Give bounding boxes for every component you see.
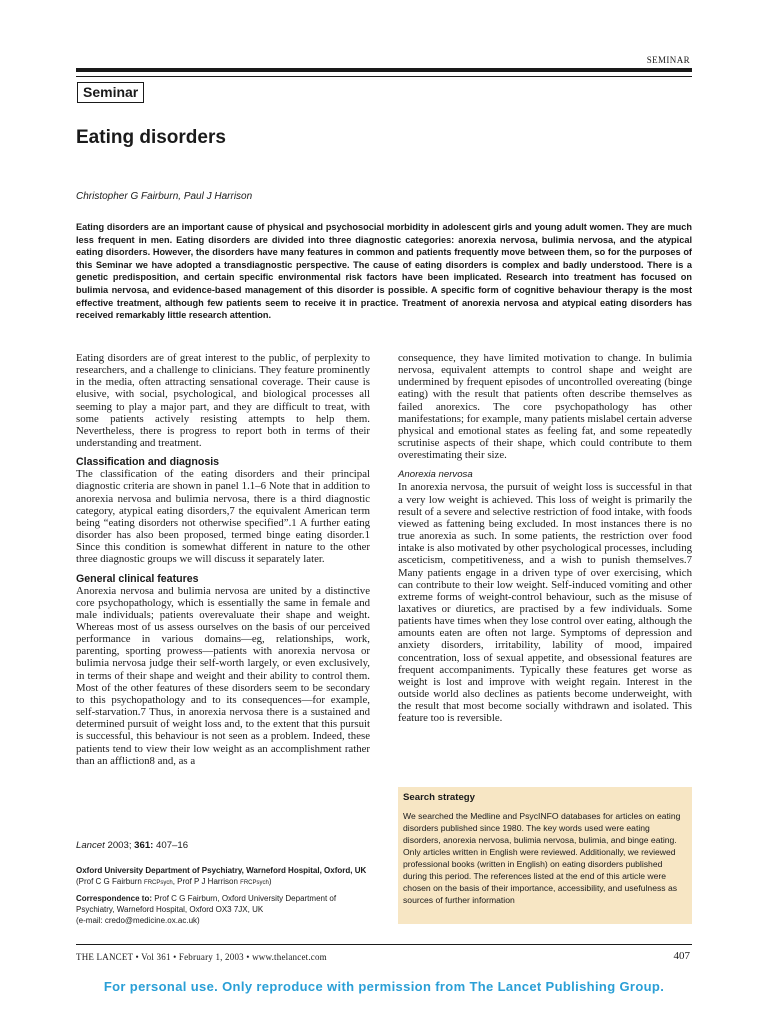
article-abstract: Eating disorders are an important cause of physical and psychosocial morbidity in adolescent girls and young adult women. They are much less frequent in men. Eating disorders are divided into three diagnostic categories: anorexia nervosa, bulimia nervosa, and the atypical eating disorders. However, the disorders have many features in common and patients frequently move between them, so for the purposes of this Seminar we have adopted a transdiagnostic perspective. The cause of eating disorders is complex and badly understood. There is a genetic predisposition, and certain specific environmental risk factors have been implicated. Research into treatment has focused on bulimia nervosa, and evidence-based management of this disorder is possible. A specific form of cognitive behaviour therapy is the most effective treatment, although few patients seem to receive it in practice. Treatment of anorexia nervosa and atypical eating disorders has received remarkably little research attention.: [76, 222, 692, 321]
citation-volume: 361:: [134, 840, 154, 851]
correspondence-label: Correspondence to:: [76, 894, 153, 903]
citation-pages: 407–16: [156, 840, 189, 851]
affiliation-authors-prefix: (Prof C G Fairburn: [76, 877, 142, 886]
citation-year: 2003;: [107, 840, 132, 851]
page-number: 407: [673, 950, 690, 962]
section-label: Seminar: [77, 82, 144, 103]
affiliation-line: [76, 865, 370, 889]
search-strategy-box: [398, 787, 692, 924]
header-thick-rule: [76, 68, 692, 72]
correspondence-line: [76, 893, 370, 915]
author1-degree: FRCPsych: [144, 880, 173, 886]
correspondence-text: Prof C G Fairburn, Oxford University Department of Psychiatry, Warneford Hospital, Oxford OX3 7JX, UK: [76, 894, 337, 914]
article-authors: Christopher G Fairburn, Paul J Harrison: [76, 191, 253, 202]
heading-anorexia-nervosa: Anorexia nervosa: [398, 469, 473, 481]
affiliation-block: [76, 865, 370, 926]
intro-paragraph: Eating disorders are of great interest to the public, of perplexity to researchers, and a challenge to clinicians. They feature prominently in the media, often attracting sensational coverage. Their cause is elusive, with social, psychological, and biological processes all seeming to play a major part, and they are difficult to treat, with some patients actively resisting attempts to help them. Nevertheless, there is progress to report both in terms of their understanding and treatment.: [76, 352, 370, 450]
anorexia-paragraph: In anorexia nervosa, the pursuit of weight loss is successful in that a very low weight is achieved. This loss of weight is primarily the result of a severe and selective restriction of food intake, with foods viewed as fattening being excluded. In most instances there is no true anorexia as such. In some patients, the restriction over food intake is also motivated by other psychological processes, including asceticism, competitiveness, and a wish to punish themselves.7 Many patients engage in a driven type of over exercising, which can contribute to their low weight. Self-induced vomiting and other extreme forms of weight-control behaviour, such as the misuse of laxatives or diuretics, are practised by a few individuals. Some patients have times when they lose control over eating, although the amounts eaten are often not large. Symptoms of depression and anxiety disorders, irritability, lability of mood, impaired concentration, loss of sexual appetite, and obsessional features are frequent accompaniments. Typically these features get worse as weight is lost and improve with weight regain. Interest in the outside world also declines as patients become underweight, with the result that most become socially withdrawn and isolated. This feature too is reversible.: [398, 481, 692, 725]
footer-journal-line: THE LANCET • Vol 361 • February 1, 2003 • www.thelancet.com: [76, 952, 327, 962]
search-strategy-text: We searched the Medline and PsycINFO databases for articles on eating disorders published since 1980. The key words used were eating disorders, anorexia nervosa, bulimia nervosa, bulimia, and binge eating. Only articles written in English were reviewed. Additionally, we reviewed professional books (written in English) on eating disorders published during this period. The references listed at the end of this article were chosen on the basis of their importance, accessibility, and usefulness as sources of further information: [403, 811, 681, 905]
affiliation-authors-middle: , Prof P J Harrison: [172, 877, 238, 886]
affiliation-authors-suffix: ): [268, 877, 272, 886]
heading-classification: Classification and diagnosis: [76, 456, 220, 469]
correspondence-email: (e-mail: credo@medicine.ox.ac.uk): [76, 916, 200, 925]
affiliation-institution: Oxford University Department of Psychiatry, Warneford Hospital, Oxford, UK: [76, 866, 367, 875]
continuation-paragraph: consequence, they have limited motivation to change. In bulimia nervosa, equivalent attempts to control shape and weight are undermined by frequent episodes of uncontrolled overeating (binge eating) with the result that patients often describe themselves as failed anorexics. The core psychopathology has other manifestations; for example, many patients mislabel certain adverse physical and emotional states as feeling fat, and some repeatedly scrutinise aspects of their shape, which could contribute to them overestimating their size.: [398, 352, 692, 462]
running-head: SEMINAR: [646, 55, 690, 65]
heading-clinical-features: General clinical features: [76, 572, 199, 585]
author2-degree: FRCPsych: [240, 880, 269, 886]
clinical-features-paragraph: Anorexia nervosa and bulimia nervosa are united by a distinctive core psychopathology, which is essentially the same in female and male individuals; patients overevaluate their shape and weight. Whereas most of us assess ourselves on the basis of our perceived performance in various domains—eg, relationships, work, parenting, sporting prowess—patients with anorexia nervosa or bulimia nervosa judge their self-worth largely, or even exclusively, in terms of their shape and weight and their ability to control them. Most of the other features of these disorders seem to be secondary to this psychopathology and to its consequences—for example, self-starvation.7 Thus, in anorexia nervosa there is a sustained and determined pursuit of weight loss and, to the extent that this pursuit is successful, this behaviour is not seen as a problem. Indeed, these patients tend to view their low weight as an accomplishment rather than an affliction8 and, as a: [76, 584, 370, 767]
left-column: [76, 352, 370, 767]
classification-paragraph: The classification of the eating disorders and their principal diagnostic criteria are shown in panel 1.1–6 Note that in addition to anorexia nervosa and bulimia nervosa, there is a third diagnostic category, atypical eating disorders,7 the equivalent American term being “eating disorders not otherwise specified”.1 A further eating disorder has also been proposed, termed binge eating disorder.1 Since this condition is somewhat different in nature to the other three diagnostic groups we will discuss it separately later.: [76, 468, 370, 566]
permission-notice: For personal use. Only reproduce with permission from The Lancet Publishing Group.: [103, 979, 665, 994]
right-column: [398, 352, 692, 725]
citation-journal: Lancet: [76, 840, 105, 851]
header-thin-rule: [76, 76, 692, 77]
footer-rule: [76, 944, 692, 945]
article-title: Eating disorders: [76, 127, 226, 148]
citation-line: [76, 840, 370, 852]
search-strategy-title: Search strategy: [403, 792, 475, 803]
